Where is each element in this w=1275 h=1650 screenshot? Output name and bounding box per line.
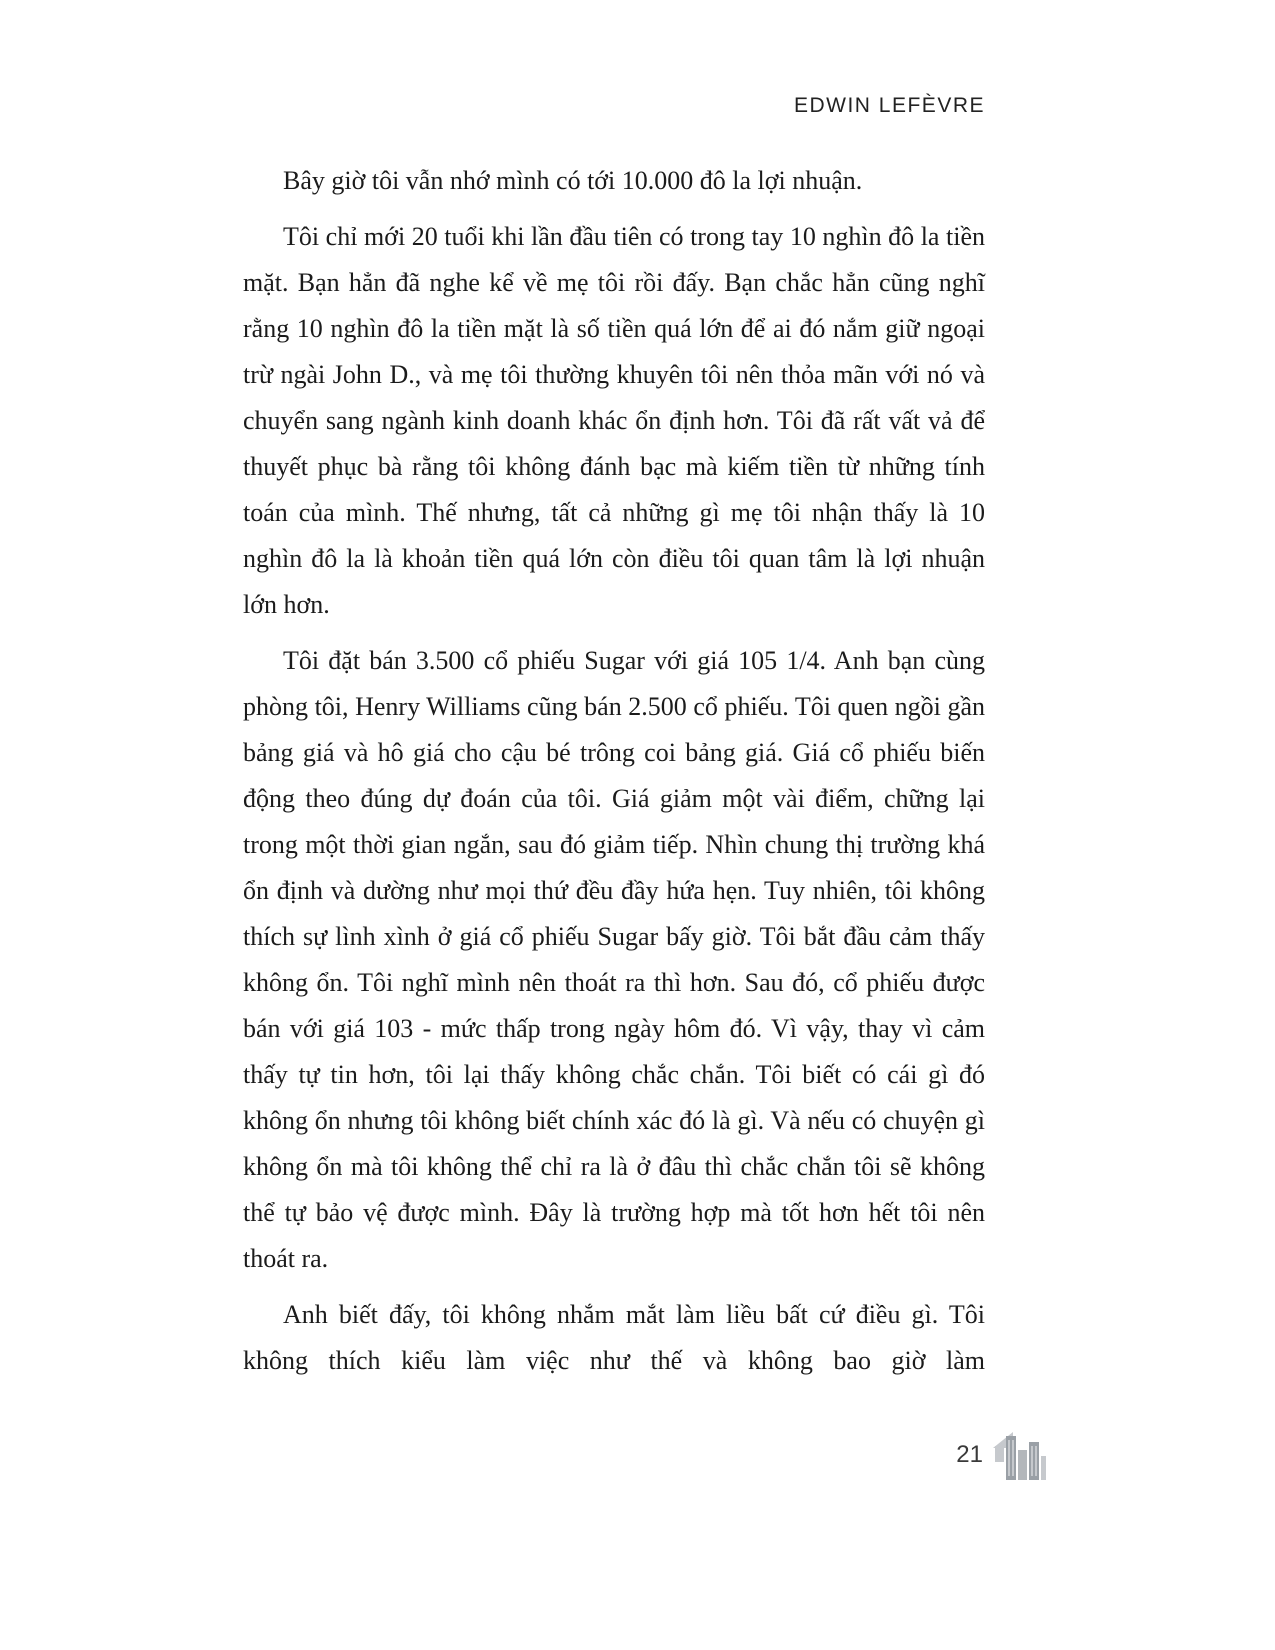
- paragraph: Tôi chỉ mới 20 tuổi khi lần đầu tiên có trong tay 10 nghìn đô la tiền mặt. Bạn hẳn đã nghe kể về mẹ tôi rồi đấy. Bạn chắc hẳn cũng nghĩ rằng 10 nghìn đô la tiền mặt là số tiền quá lớn để ai đó nắm giữ ngoại trừ ngài John D., và mẹ tôi thường khuyên tôi nên thỏa mãn với nó và chuyển sang ngành kinh doanh khác ổn định hơn. Tôi đã rất vất vả để thuyết phục bà rằng tôi không đánh bạc mà kiếm tiền từ những tính toán của mình. Thế nhưng, tất cả những gì mẹ tôi nhận thấy là 10 nghìn đô la là khoản tiền quá lớn còn điều tôi quan tâm là lợi nhuận lớn hơn.: [243, 222, 985, 619]
- paragraph: Tôi đặt bán 3.500 cổ phiếu Sugar với giá 105 1/4. Anh bạn cùng phòng tôi, Henry Williams cũng bán 2.500 cổ phiếu. Tôi quen ngồi gần bảng giá và hô giá cho cậu bé trông coi bảng giá. Giá cổ phiếu biến động theo đúng dự đoán của tôi. Giá giảm một vài điểm, chững lại trong một thời gian ngắn, sau đó giảm tiếp. Nhìn chung thị trường khá ổn định và dường như mọi thứ đều đầy hứa hẹn. Tuy nhiên, tôi không thích sự lình xình ở giá cổ phiếu Sugar bấy giờ. Tôi bắt đầu cảm thấy không ổn. Tôi nghĩ mình nên thoát ra thì hơn. Sau đó, cổ phiếu được bán với giá 103 - mức thấp trong ngày hôm đó. Vì vậy, thay vì cảm thấy tự tin hơn, tôi lại thấy không chắc chắn. Tôi biết có cái gì đó không ổn nhưng tôi không biết chính xác đó là gì. Và nếu có chuyện gì không ổn mà tôi không thể chỉ ra là ở đâu thì chắc chắn tôi sẽ không thể tự bảo vệ được mình. Đây là trường hợp mà tốt hơn hết tôi nên thoát ra.: [243, 646, 985, 1273]
- paragraph: Anh biết đấy, tôi không nhắm mắt làm liều bất cứ điều gì. Tôi không thích kiểu làm việc như thế và không bao giờ làm: [243, 1300, 985, 1375]
- page-footer: [956, 1430, 1047, 1480]
- page-content: [243, 158, 985, 1394]
- publisher-logo-icon: [991, 1430, 1047, 1480]
- running-header-author: EDWIN LEFÈVRE: [793, 94, 985, 117]
- paragraph: Bây giờ tôi vẫn nhớ mình có tới 10.000 đô la lợi nhuận.: [283, 166, 863, 195]
- page-number: 21: [956, 1441, 983, 1468]
